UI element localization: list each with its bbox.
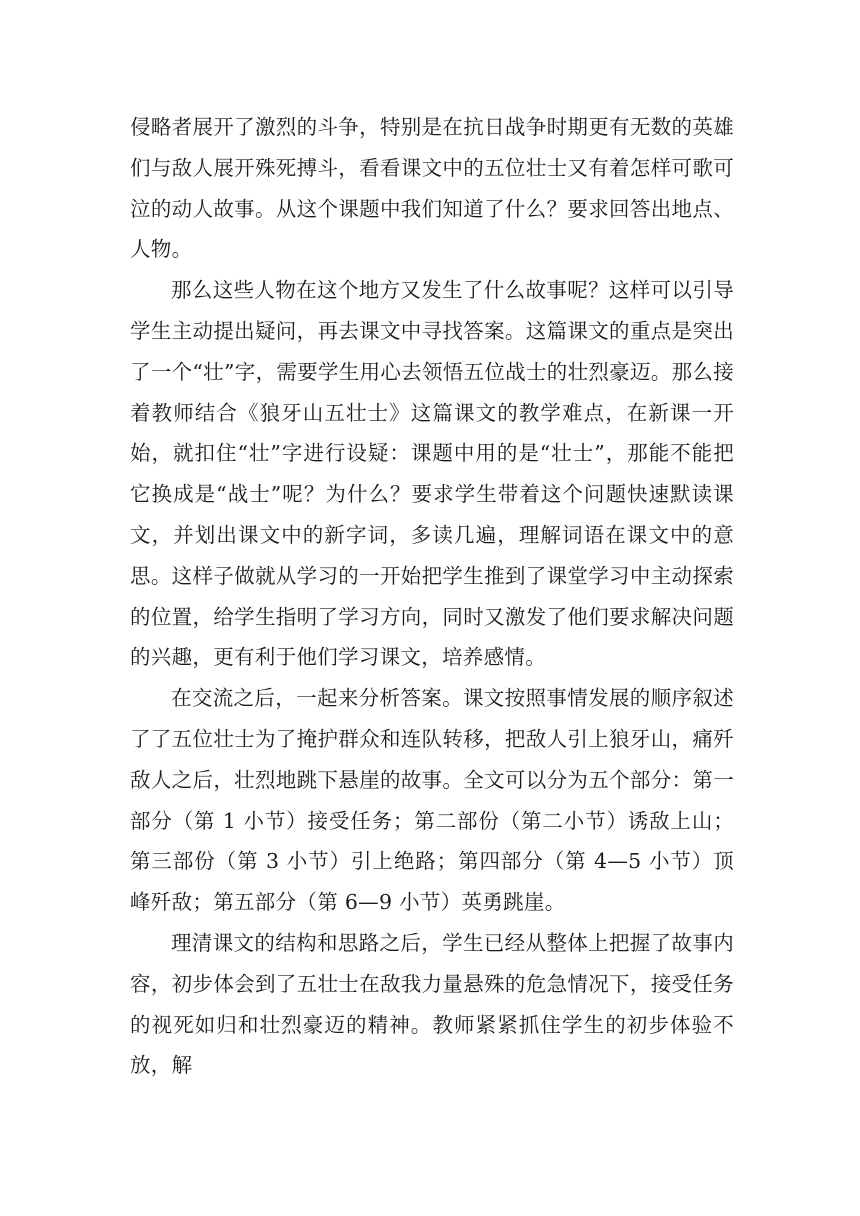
- paragraph-4: 理清课文的结构和思路之后，学生已经从整体上把握了故事内容，初步体会到了五壮士在敌我力量悬殊的危急情况下，接受任务的视死如归和壮烈豪迈的精神。教师紧紧抓住学生的初步体验不放，解: [130, 930, 734, 1078]
- paragraph-3: 在交流之后，一起来分析答案。课文按照事情发展的顺序叙述了了五位壮士为了掩护群众和连队转移，把敌人引上狼牙山，痛歼敌人之后，壮烈地跳下悬崖的故事。全文可以分为五个部分：第一部分（第 1 小节）接受任务；第二部份（第二小节）诱敌上山；第三部份（第 3 小节）引上绝路；第四部分（第 4—5 小节）顶峰歼敌；第五部分（第 6—9 小节）英勇跳崖。: [130, 686, 734, 915]
- paragraph-1: 侵略者展开了激烈的斗争，特别是在抗日战争时期更有无数的英雄们与敌人展开殊死搏斗，看看课文中的五位壮士又有着怎样可歌可泣的动人故事。从这个课题中我们知道了什么？要求回答出地点、人物。: [130, 115, 734, 262]
- document-page: [130, 107, 734, 1086]
- paragraph-2: 那么这些人物在这个地方又发生了什么故事呢？这样可以引导学生主动提出疑问，再去课文中寻找答案。这篇课文的重点是突出了一个“壮”字，需要学生用心去领悟五位战士的壮烈豪迈。那么接着教师结合《狼牙山五壮士》这篇课文的教学难点，在新课一开始，就扣住“壮”字进行设疑：课题中用的是“壮士”，那能不能把它换成是“战士”呢？为什么？要求学生带着这个问题快速默读课文，并划出课文中的新字词，多读几遍，理解词语在课文中的意思。这样子做就从学习的一开始把学生推到了课堂学习中主动探索的位置，给学生指明了学习方向，同时又激发了他们要求解决问题的兴趣，更有利于他们学习课文，培养感情。: [130, 278, 734, 670]
